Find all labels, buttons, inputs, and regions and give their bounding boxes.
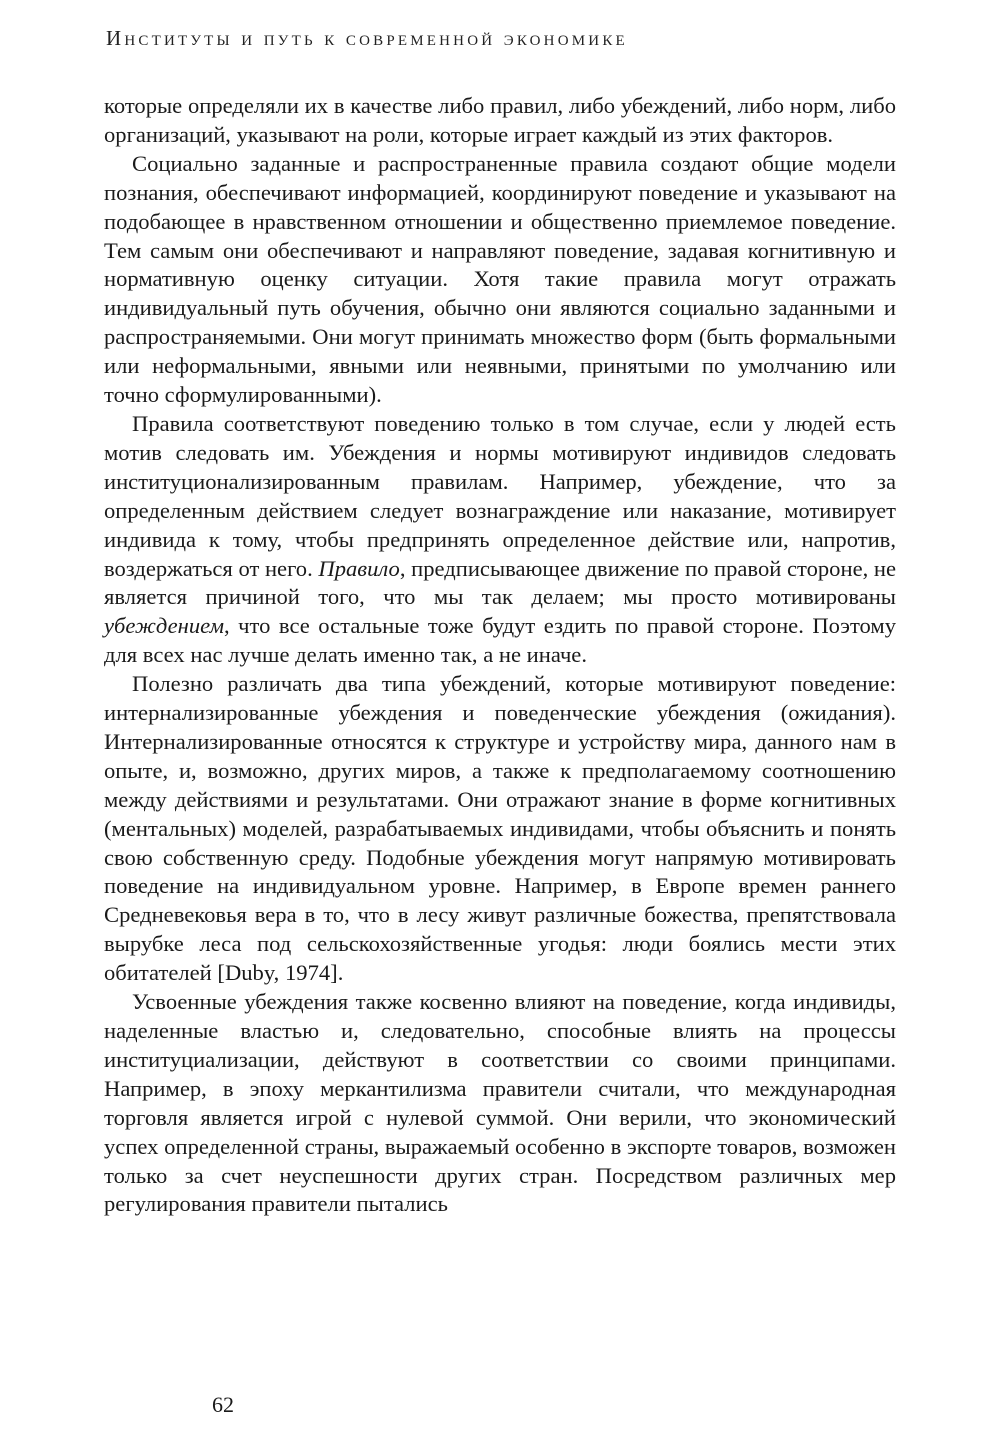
page-number: 62 [212,1392,234,1417]
text-run: Социально заданные и распространенные правила создают общие модели познания, обеспечивают информацией, координируют поведение и указывают на подобающее в нравственном отношении и общественно приемлемое поведение. Тем самым они обеспечивают и направляют поведение, задавая когнитивную и нормативную оценку ситуации. Хотя такие правила могут отражать индивидуальный путь обучения, обычно они являются социально заданными и распространяемыми. Они могут принимать множество форм (быть формальными или неформальными, явными или неявными, принятыми по умолчанию или точно сформулированными). [104,150,896,408]
paragraph [104,92,896,150]
paragraph [104,988,896,1219]
text-run: Усвоенные убеждения также косвенно влияют на поведение, когда индивиды, наделенные властью и, следовательно, способные влиять на процессы институциализации, действуют в соответствии со своими принципами. Например, в эпоху меркантилизма правители считали, что международная торговля является игрой с нулевой суммой. Они верили, что экономический успех определенной страны, выражаемый особенно в экспорте товаров, возможен только за счет неуспешности других стран. Посредством различных мер регулирования правители пытались [104,989,896,1217]
italic-text: Правило [318,555,400,581]
text-run: , предписывающее движение по правой стороне, не является причиной того, что мы так делаем; мы просто мотивированы [104,555,897,610]
text-run: , что все остальные тоже будут ездить по правой стороне. Поэтому для всех нас лучше делать именно так, а не иначе. [104,613,896,668]
text-run: которые определяли их в качестве либо правил, либо убеждений, либо норм, либо организаций, указывают на роли, которые играет каждый из этих факторов. [104,93,896,147]
paragraph [104,150,896,410]
paragraph [104,410,896,670]
italic-text: убеждением [104,613,224,639]
running-head: Институты и путь к современной экономике [106,26,628,50]
body-text [104,92,896,1219]
text-run: Полезно различать два типа убеждений, которые мотивируют поведение: интернализированные убеждения и поведенческие убеждения (ожидания). Интернализированные относятся к структуре и устройству мира, данного нам в опыте, и, возможно, других миров, а также к предполагаемому соотношению между действиями и результатами. Они отражают знание в форме когнитивных (ментальных) моделей, разрабатываемых индивидами, чтобы объяснить и понять свою собственную среду. Подобные убеждения могут напрямую мотивировать поведение на индивидуальном уровне. Например, в Европе времен раннего Средневековья вера в то, что в лесу живут различные божества, препятствовала вырубке леса под сельскохозяйственные угодья: люди боялись мести этих обитателей [Duby, 1974]. [104,671,896,986]
text-run: Правила соответствуют поведению только в том случае, если у людей есть мотив следовать им. Убеждения и нормы мотивируют индивидов следовать институционализированным правилам. Например, убеждение, что за определенным действием следует вознаграждение или наказание, мотивирует индивида к тому, чтобы предпринять определенное действие или, напротив, воздержаться от него. [104,410,896,581]
paragraph [104,670,896,988]
